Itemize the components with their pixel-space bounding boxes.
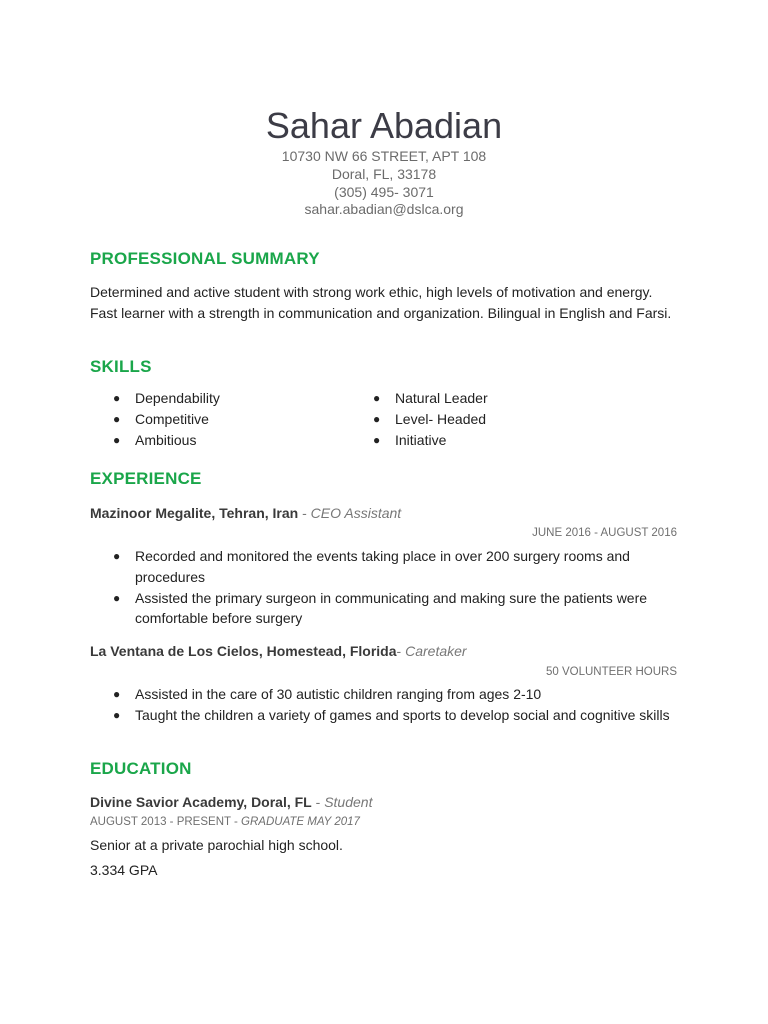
- job-title-1: Mazinoor Megalite, Tehran, Iran - CEO Assistant: [90, 505, 402, 521]
- skills-column-1: [90, 388, 350, 450]
- summary-text: [90, 282, 690, 324]
- skill-item: ● Level- Headed: [350, 409, 610, 430]
- job-organization: La Ventana de Los Cielos, Homestead, Florida: [90, 643, 397, 659]
- job-bullet-continuation: comfortable before surgery: [135, 610, 303, 627]
- job-bullet: ● Recorded and monitored the events taking place in over 200 surgery rooms and: [90, 546, 690, 567]
- address-line-1: 10730 NW 66 STREET, APT 108: [281, 148, 487, 164]
- bullet-icon: ●: [373, 432, 381, 447]
- job-bullets-2: [90, 684, 710, 726]
- experience-heading: EXPERIENCE: [90, 469, 202, 488]
- address-line-2: Doral, FL, 33178: [331, 165, 437, 182]
- professional-summary-heading: PROFESSIONAL SUMMARY: [90, 249, 320, 268]
- job-role: Caretaker: [405, 643, 467, 659]
- job-bullet-continuation: procedures: [135, 568, 206, 585]
- education-role: Student: [324, 794, 373, 810]
- education-detail-1: Senior at a private parochial high school.: [90, 837, 343, 853]
- job-title-2: La Ventana de Los Cielos, Homestead, Florida- Caretaker: [90, 643, 467, 659]
- graduation-date: GRADUATE MAY 2017: [241, 816, 360, 828]
- education-gpa: 3.334 GPA: [90, 862, 158, 878]
- candidate-name: Sahar Abadian: [265, 105, 503, 146]
- education-dates: AUGUST 2013 - PRESENT - GRADUATE MAY 2017: [90, 816, 360, 828]
- bullet-icon: ●: [373, 391, 381, 405]
- skills-column-2: [350, 388, 610, 450]
- job-role: CEO Assistant: [310, 505, 402, 521]
- job-dates-2: 50 VOLUNTEER HOURS: [545, 666, 677, 678]
- resume-header: [0, 104, 768, 219]
- bullet-icon: ●: [113, 590, 121, 605]
- bullet-icon: ●: [113, 707, 121, 722]
- skill-item: ● Competitive: [90, 409, 350, 430]
- phone-number: (305) 495- 3071: [334, 183, 434, 200]
- education-title: Divine Savior Academy, Doral, FL - Student: [90, 794, 373, 810]
- bullet-icon: ●: [373, 411, 381, 426]
- job-bullet: ● Taught the children a variety of games and sports to develop social and cognitive skills: [90, 705, 710, 726]
- skill-item: ● Initiative: [350, 430, 610, 451]
- skills-heading: SKILLS: [90, 357, 152, 376]
- bullet-icon: ●: [113, 411, 121, 426]
- bullet-icon: ●: [113, 549, 121, 563]
- skill-item: ● Natural Leader: [350, 388, 610, 409]
- job-bullet: ● Assisted in the care of 30 autistic children ranging from ages 2-10: [90, 684, 710, 705]
- bullet-icon: ●: [113, 391, 121, 405]
- job-dates-1: JUNE 2016 - AUGUST 2016: [532, 527, 677, 539]
- email-address: sahar.abadian@dslca.org: [304, 201, 464, 218]
- bullet-icon: ●: [113, 432, 121, 447]
- bullet-icon: ●: [113, 687, 121, 701]
- job-organization: Mazinoor Megalite, Tehran, Iran: [90, 505, 299, 521]
- school-name: Divine Savior Academy, Doral, FL: [90, 794, 312, 810]
- job-bullets-1: [90, 546, 690, 629]
- job-bullet: ● Assisted the primary surgeon in communicating and making sure the patients were: [90, 588, 690, 609]
- skill-item: ● Ambitious: [90, 430, 350, 451]
- education-heading: EDUCATION: [90, 759, 192, 778]
- skill-item: ● Dependability: [90, 388, 350, 409]
- summary-line-1: Determined and active student with strong work ethic, high levels of motivation and energy.: [90, 284, 653, 300]
- summary-line-2: Fast learner with a strength in communication and organization. Bilingual in English and Farsi.: [90, 305, 672, 321]
